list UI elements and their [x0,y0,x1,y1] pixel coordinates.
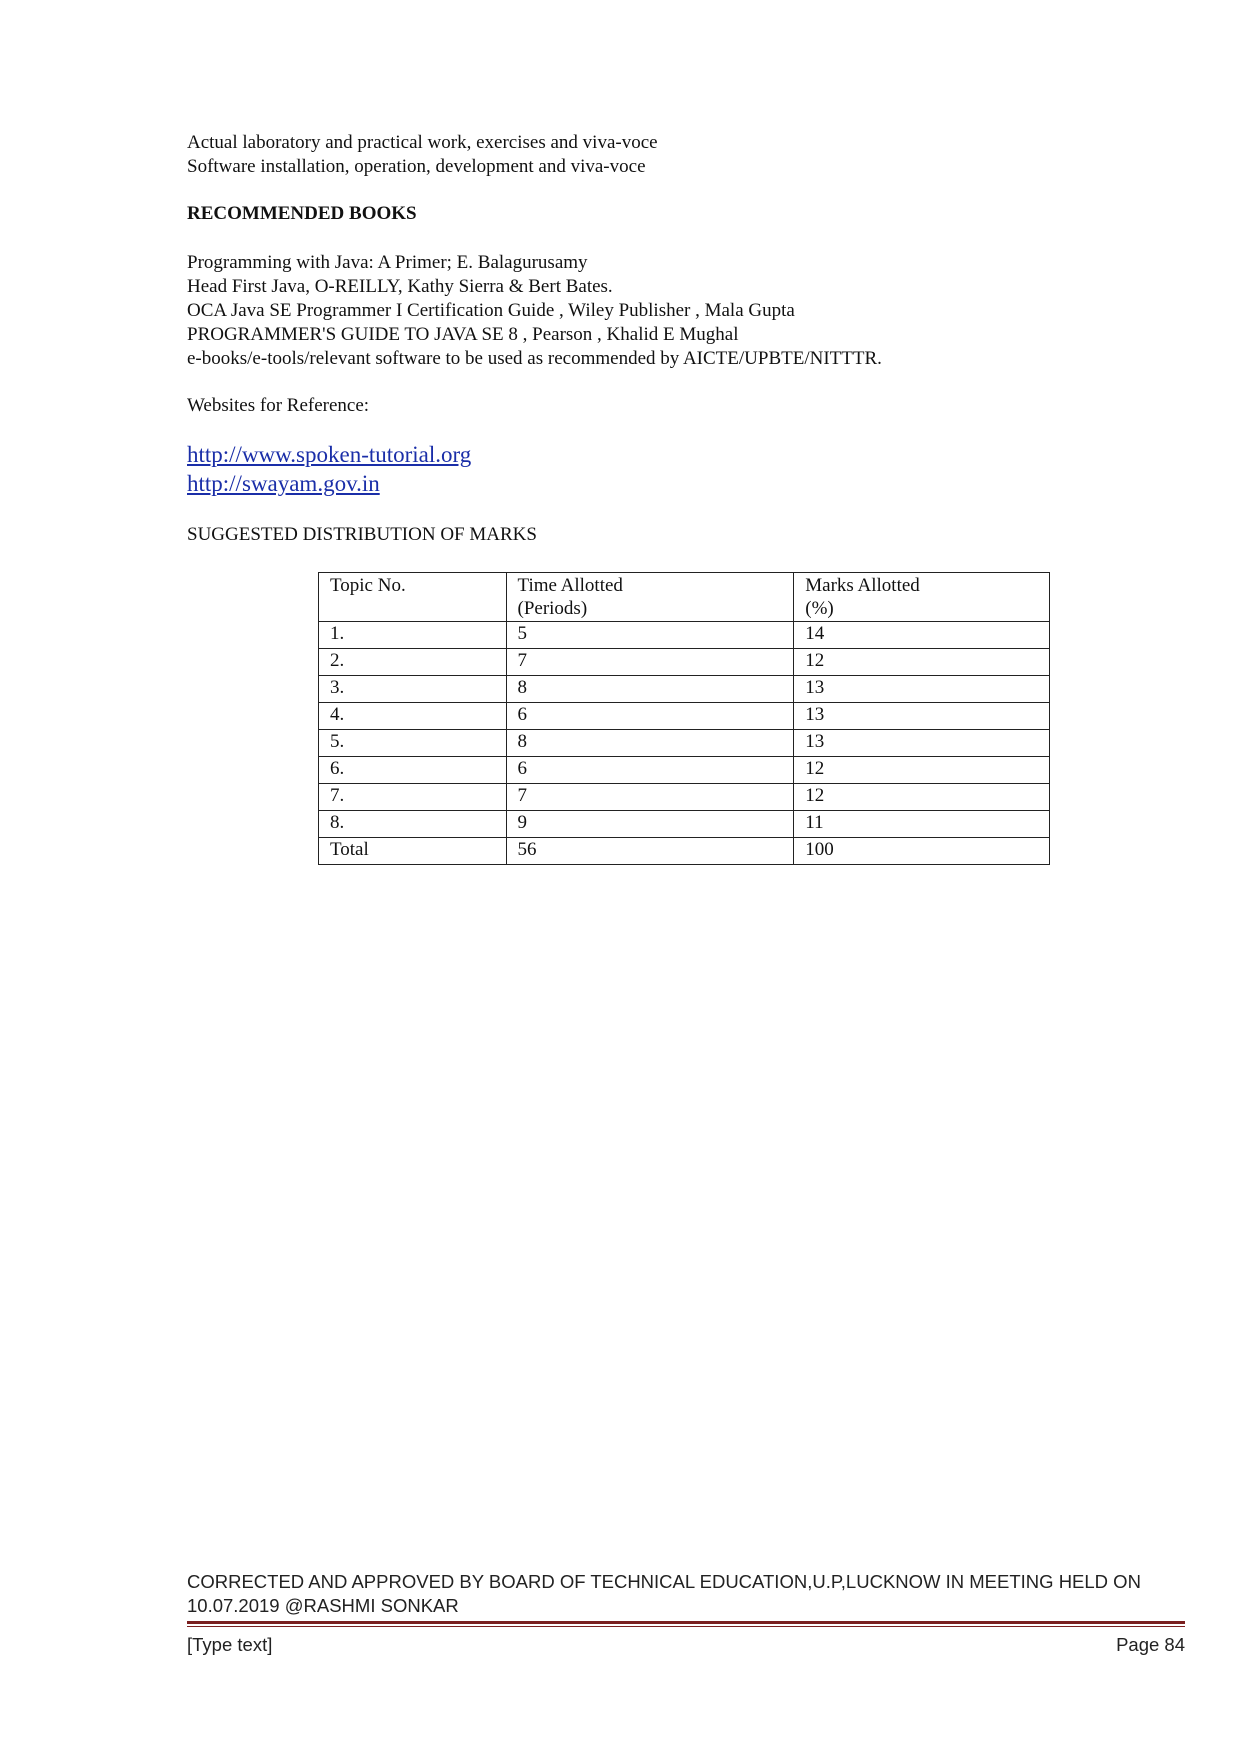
header-marks-allotted-label: Marks Allotted [805,575,920,596]
book-item: PROGRAMMER'S GUIDE TO JAVA SE 8 , Pearson , Khalid E Mughal [187,324,739,345]
table-row [319,784,1050,811]
topic-cell: 5. [319,730,507,757]
spoken-tutorial-link[interactable]: http://www.spoken-tutorial.org [187,442,472,467]
swayam-link[interactable]: http://swayam.gov.in [187,471,380,496]
topic-cell: 1. [319,622,507,649]
header-time-allotted [506,573,794,622]
periods-cell: 8 [506,676,794,703]
approval-note-line-2: 10.07.2019 @RASHMI SONKAR [187,1595,459,1616]
header-topic-no-label: Topic No. [330,575,406,596]
intro-line-1: Actual laboratory and practical work, exercises and viva-voce [187,132,658,153]
marks-cell: 12 [794,649,1050,676]
header-topic-no [319,573,507,622]
marks-cell: 13 [794,730,1050,757]
page-number: Page 84 [1116,1634,1185,1655]
topic-cell: 7. [319,784,507,811]
marks-distribution-table [318,572,1050,865]
header-time-allotted-label: Time Allotted [517,575,623,596]
periods-cell: 6 [506,703,794,730]
marks-cell: 12 [794,784,1050,811]
header-marks-allotted-unit: (%) [805,598,834,619]
book-item: OCA Java SE Programmer I Certification Guide , Wiley Publisher , Mala Gupta [187,300,795,321]
topic-cell: 2. [319,649,507,676]
book-item: e-books/e-tools/relevant software to be used as recommended by AICTE/UPBTE/NITTTR. [187,348,882,369]
recommended-books-heading: RECOMMENDED BOOKS [187,203,417,224]
table-row [319,703,1050,730]
periods-cell: 7 [506,649,794,676]
table-row [319,730,1050,757]
intro-line-2: Software installation, operation, development and viva-voce [187,156,646,177]
marks-cell: 12 [794,757,1050,784]
table-row [319,811,1050,838]
table-row [319,757,1050,784]
topic-cell: 3. [319,676,507,703]
topic-cell: 6. [319,757,507,784]
table-header-row [319,573,1050,622]
websites-label: Websites for Reference: [187,395,370,416]
marks-cell: 11 [794,811,1050,838]
periods-cell: 9 [506,811,794,838]
periods-cell: 5 [506,622,794,649]
total-label-cell: Total [319,838,507,865]
periods-cell: 7 [506,784,794,811]
marks-distribution-heading: SUGGESTED DISTRIBUTION OF MARKS [187,524,537,545]
table-total-row [319,838,1050,865]
book-item: Programming with Java: A Primer; E. Balagurusamy [187,252,588,273]
footer-divider-thin [187,1626,1185,1627]
total-marks-cell: 100 [794,838,1050,865]
header-time-allotted-unit: (Periods) [517,598,588,619]
total-periods-cell: 56 [506,838,794,865]
periods-cell: 8 [506,730,794,757]
footer-left-text: [Type text] [187,1634,273,1655]
marks-cell: 13 [794,703,1050,730]
table-row [319,649,1050,676]
periods-cell: 6 [506,757,794,784]
header-marks-allotted [794,573,1050,622]
topic-cell: 4. [319,703,507,730]
marks-cell: 13 [794,676,1050,703]
marks-cell: 14 [794,622,1050,649]
table-row [319,676,1050,703]
approval-note-line-1: CORRECTED AND APPROVED BY BOARD OF TECHNICAL EDUCATION,U.P,LUCKNOW IN MEETING HELD ON [187,1571,1141,1592]
table-row [319,622,1050,649]
footer-divider [187,1621,1185,1624]
topic-cell: 8. [319,811,507,838]
book-item: Head First Java, O-REILLY, Kathy Sierra & Bert Bates. [187,276,613,297]
